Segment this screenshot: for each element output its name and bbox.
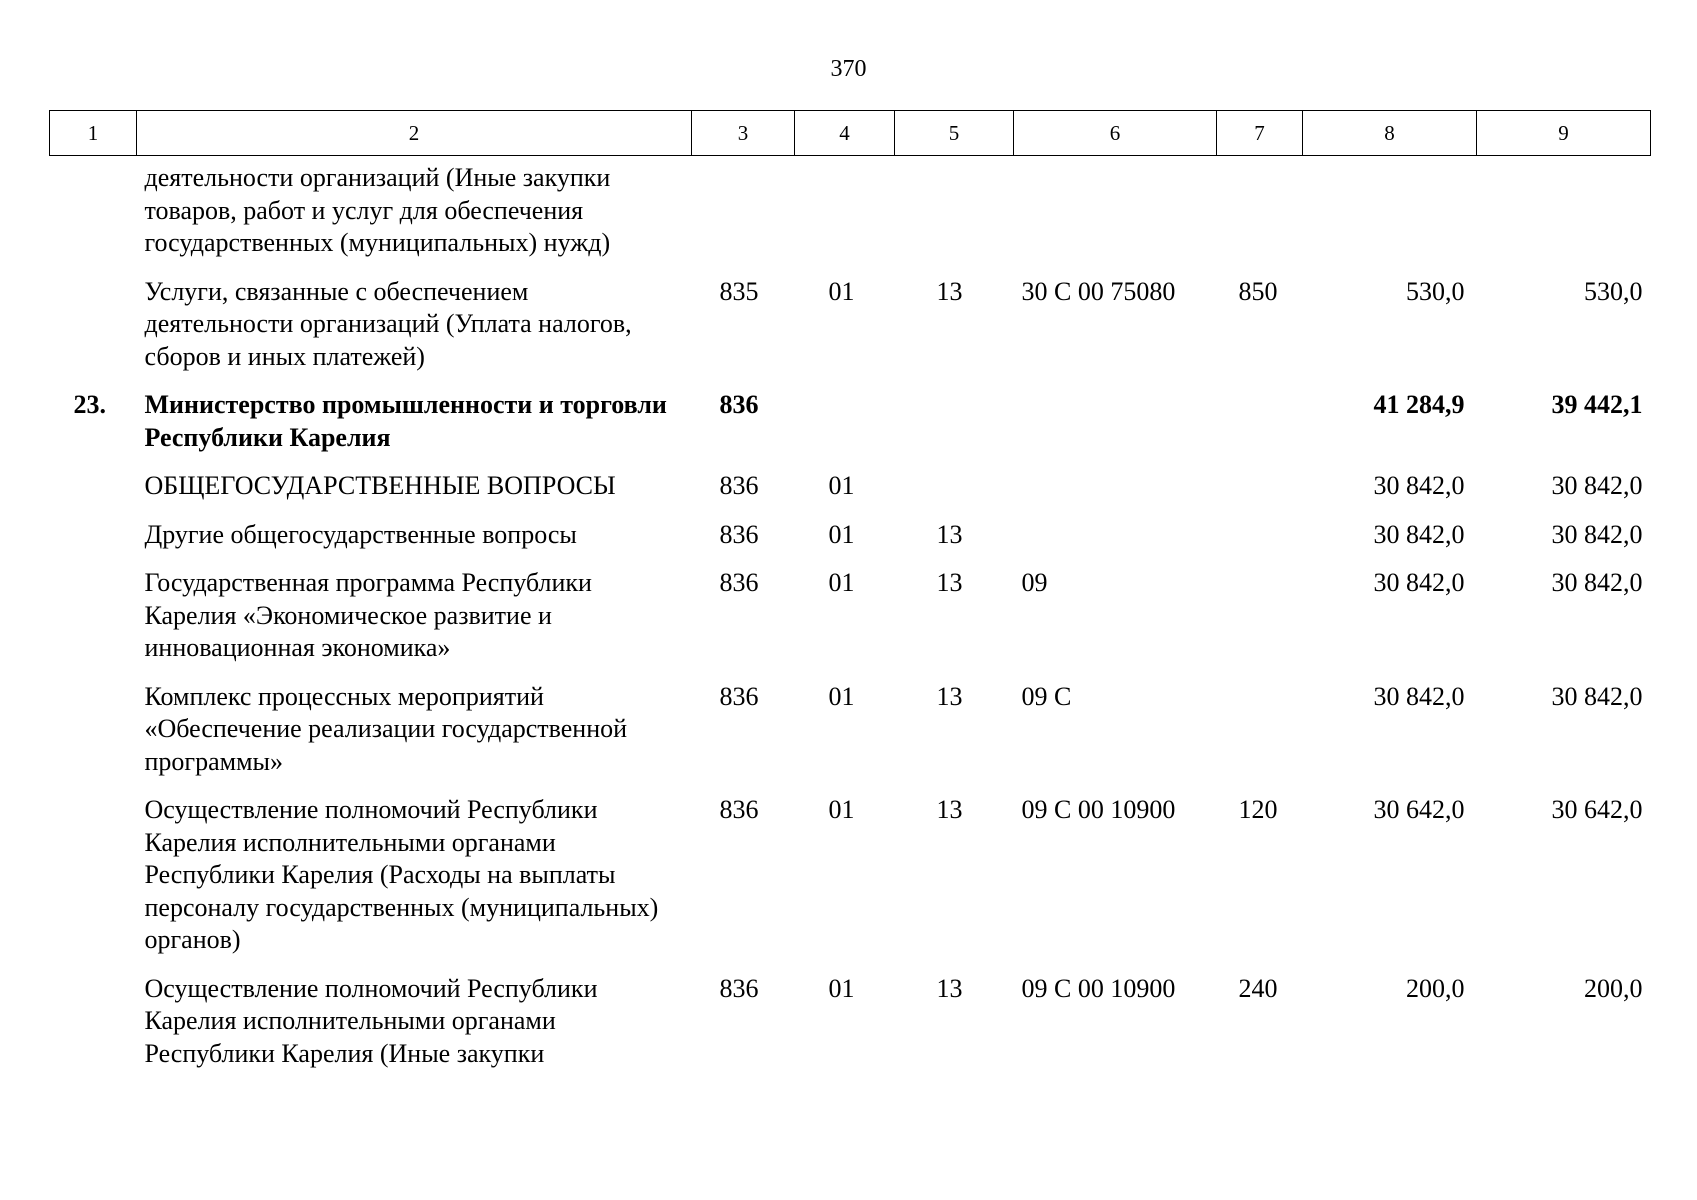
row-code-7: 120 <box>1238 795 1278 824</box>
row-name: Услуги, связанные с обеспечением деятельности организаций (Уплата налогов, сборов и иных платежей) <box>144 276 632 371</box>
row-code-3: 836 <box>719 795 759 824</box>
row-name: Другие общегосударственные вопросы <box>144 519 577 549</box>
row-code-5: 13 <box>936 519 963 549</box>
row-code-5 <box>895 156 1014 276</box>
column-number: 7 <box>1217 111 1303 156</box>
table-row <box>50 794 1651 973</box>
row-amount-8 <box>1303 156 1477 276</box>
row-amount-8: 530,0 <box>1406 276 1465 306</box>
page-number: 370 <box>830 56 867 82</box>
row-index <box>50 794 137 973</box>
row-code-7 <box>1217 681 1303 795</box>
row-index <box>50 681 137 795</box>
row-code-7 <box>1217 470 1303 519</box>
row-index <box>50 276 137 390</box>
row-name: деятельности организаций (Иные закупки товаров, работ и услуг для обеспечения государственных (муниципальных) нужд) <box>144 163 611 257</box>
table-row <box>50 973 1651 1087</box>
table-row <box>50 389 1651 470</box>
row-code-5: 13 <box>936 681 963 711</box>
row-amount-8: 200,0 <box>1406 973 1465 1003</box>
row-name: Комплекс процессных мероприятий «Обеспечение реализации государственной программы» <box>144 681 628 776</box>
row-code-3: 836 <box>719 973 759 1003</box>
row-code-4: 01 <box>828 568 855 597</box>
row-name: ОБЩЕГОСУДАРСТВЕННЫЕ ВОПРОСЫ <box>144 471 616 500</box>
row-amount-9: 30 842,0 <box>1551 471 1643 500</box>
row-code-6: 09 <box>1021 568 1048 597</box>
row-code-7: 240 <box>1238 973 1278 1003</box>
row-amount-9: 30 642,0 <box>1551 795 1643 824</box>
table-row <box>50 519 1651 568</box>
row-code-4: 01 <box>828 276 855 306</box>
row-index <box>50 567 137 681</box>
row-amount-9: 200,0 <box>1584 973 1643 1003</box>
row-index <box>50 519 137 568</box>
row-code-4 <box>795 389 895 470</box>
row-code-4: 01 <box>828 519 855 549</box>
row-code-3: 835 <box>719 276 759 306</box>
row-code-5 <box>895 470 1014 519</box>
table-row <box>50 276 1651 390</box>
column-number: 5 <box>895 111 1014 156</box>
column-number: 2 <box>137 111 692 156</box>
row-amount-9 <box>1477 156 1651 276</box>
row-code-5 <box>895 389 1014 470</box>
row-amount-9: 30 842,0 <box>1551 681 1643 711</box>
row-code-5: 13 <box>936 276 963 306</box>
row-amount-9: 30 842,0 <box>1551 568 1643 597</box>
row-code-4: 01 <box>828 681 855 711</box>
row-amount-8: 41 284,9 <box>1373 390 1465 419</box>
row-amount-8: 30 842,0 <box>1373 681 1465 711</box>
column-number: 3 <box>692 111 795 156</box>
row-amount-8: 30 642,0 <box>1373 795 1465 824</box>
table-row <box>50 681 1651 795</box>
row-code-6: 30 С 00 75080 <box>1021 276 1176 306</box>
row-code-6: 09 С <box>1021 681 1072 711</box>
table-row <box>50 156 1651 276</box>
row-amount-9: 30 842,0 <box>1551 519 1643 549</box>
row-code-7 <box>1217 519 1303 568</box>
row-code-6: 09 С 00 10900 <box>1021 795 1176 824</box>
row-amount-8: 30 842,0 <box>1373 471 1465 500</box>
row-code-6 <box>1014 519 1217 568</box>
table-row <box>50 567 1651 681</box>
column-number: 6 <box>1014 111 1217 156</box>
row-index <box>50 156 137 276</box>
row-code-7 <box>1217 567 1303 681</box>
row-code-4: 01 <box>828 795 855 824</box>
row-index <box>50 470 137 519</box>
row-code-6 <box>1014 156 1217 276</box>
row-amount-9: 530,0 <box>1584 276 1643 306</box>
row-code-6: 09 С 00 10900 <box>1021 973 1176 1003</box>
row-code-6 <box>1014 389 1217 470</box>
row-code-6 <box>1014 470 1217 519</box>
row-code-3: 836 <box>719 471 759 500</box>
budget-table <box>49 110 1651 1086</box>
column-number: 9 <box>1477 111 1651 156</box>
row-code-7: 850 <box>1238 276 1278 306</box>
column-number-row <box>50 111 1651 156</box>
row-code-3: 836 <box>719 519 759 549</box>
row-code-7 <box>1217 389 1303 470</box>
column-number: 4 <box>795 111 895 156</box>
row-name: Министерство промышленности и торговли Республики Карелия <box>144 390 667 452</box>
row-code-3 <box>692 156 795 276</box>
row-amount-9: 39 442,1 <box>1551 390 1643 419</box>
row-name: Осуществление полномочий Республики Карелия исполнительными органами Республики Карелия (Расходы на выплаты персоналу государственных (муниципальных) органов) <box>144 795 659 954</box>
column-number: 8 <box>1303 111 1477 156</box>
row-code-5: 13 <box>936 568 963 597</box>
row-amount-8: 30 842,0 <box>1373 568 1465 597</box>
row-code-3: 836 <box>719 681 759 711</box>
row-code-3: 836 <box>719 568 759 597</box>
row-code-4: 01 <box>828 471 855 500</box>
row-index <box>50 973 137 1087</box>
table-row <box>50 470 1651 519</box>
row-name: Государственная программа Республики Карелия «Экономическое развитие и инновационная экономика» <box>144 568 592 662</box>
row-code-4 <box>795 156 895 276</box>
table-body <box>50 156 1651 1087</box>
row-code-4: 01 <box>828 973 855 1003</box>
row-code-5: 13 <box>936 795 963 824</box>
row-name: Осуществление полномочий Республики Карелия исполнительными органами Республики Карелия (Иные закупки <box>144 973 598 1068</box>
row-code-3: 836 <box>719 390 759 419</box>
row-amount-8: 30 842,0 <box>1373 519 1465 549</box>
row-code-7 <box>1217 156 1303 276</box>
row-index: 23. <box>73 390 106 419</box>
row-code-5: 13 <box>936 973 963 1003</box>
column-number: 1 <box>50 111 137 156</box>
